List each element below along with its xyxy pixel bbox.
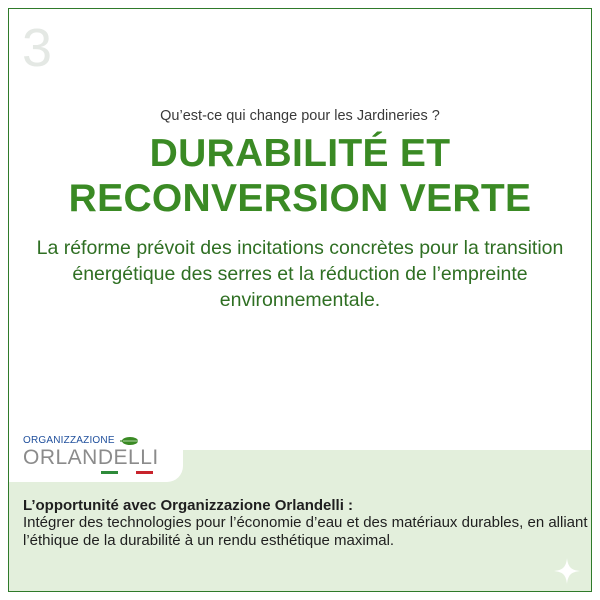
logo-top-line (23, 435, 141, 446)
headline (9, 131, 591, 221)
slide-number: 3 (22, 18, 53, 78)
flag-white-band (118, 471, 135, 474)
flag-red-band (136, 471, 153, 474)
logo-main-text: ORLANDELLI (23, 446, 159, 469)
sparkle-icon (553, 557, 581, 585)
logo-top-text: ORGANIZZAZIONE (23, 435, 115, 446)
opportunity-text: Intégrer des technologies pour l’économie d’eau et des matériaux durables, en alliant l’éthique de la durabilité à un rendu esthétique maximal. (23, 514, 588, 549)
flag-green-band (101, 471, 118, 474)
logo-flag-stripe (101, 471, 153, 474)
headline-line-1: DURABILITÉ ET (149, 132, 451, 175)
slide-card (8, 8, 592, 592)
leaf-icon (119, 436, 141, 446)
opportunity-title: L’opportunité avec Organizzazione Orlandelli : (23, 497, 354, 514)
headline-line-2: RECONVERSION VERTE (68, 177, 532, 220)
kicker-text: Qu’est-ce qui change pour les Jardineries ? (160, 108, 440, 124)
lead-paragraph: La réforme prévoit des incitations concrètes pour la transition énergétique des serres et la réduction de l’empreinte environnementale. (36, 237, 564, 311)
